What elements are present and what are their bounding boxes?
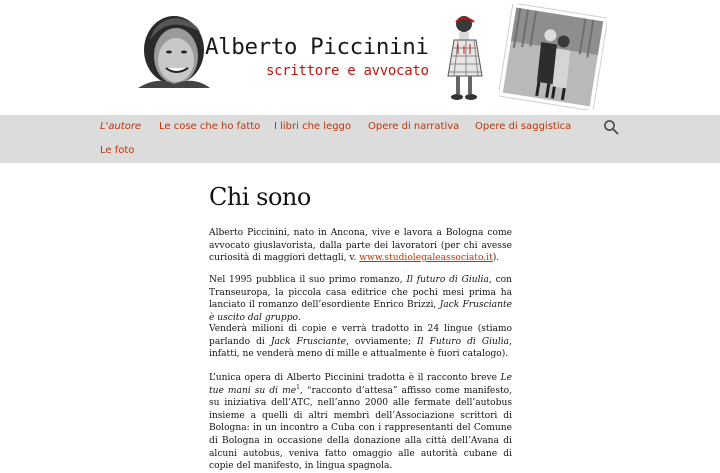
footnote-marker[interactable]: 1 [296,383,300,391]
book-title: Jack Frusciante [270,336,347,347]
studio-legale-link[interactable]: www.studiolegaleassociato.it [359,253,493,264]
bio-text: Venderà milioni di copie e verrà tradotto in 24 lingue (stiamo parlando di [209,324,512,347]
bio-paragraph-4 [209,372,512,473]
nav-item-narrativa[interactable]: Opere di narrativa [368,121,460,132]
bio-text: ). [492,253,500,264]
nav-item-libri[interactable]: I libri che leggo [274,121,352,132]
bio-text: Nel 1995 pubblica il suo primo romanzo, [209,275,407,285]
nav-item-foto[interactable]: Le foto [100,145,135,156]
main-navigation [0,115,720,163]
bio-paragraph-1 [209,227,512,265]
bio-text: Alberto Piccinini, nato in Ancona, vive e lavora a Bologna come avvocato giuslavorista, dalla parte dei lavoratori (per chi avesse curiosità di maggiori dettagli, v. [209,228,512,264]
child-drawing-image [442,14,490,102]
site-title[interactable]: Alberto Piccinini [205,34,429,60]
search-icon[interactable] [603,119,619,135]
book-title: Il Futuro di Giulia [417,336,510,347]
bio-text: , infatti, ne venderà meno di mille e attualmente è fuori catalogo). [209,336,513,360]
elderly-couple-photo [499,4,607,110]
book-title: Il futuro di Giulia, [406,275,492,285]
bio-text: con Transeuropa, la piccola casa editrice che pochi mesi prima ha lanciato il romanzo dell’esordiente Enrico Brizzi, [209,275,512,311]
author-portrait-image[interactable] [138,10,210,88]
nav-item-saggistica[interactable]: Opere di saggistica [475,121,572,132]
bio-text: , ovviamente; [346,336,418,347]
bio-text: , “racconto d’attesa” affisso come manifesto, su iniziativa dell’ATC, nell’anno 2000 alle fermate dell’autobus insieme a quelli di altri membri dell’Associazione scrittori di Bologna: in un incontro a Cuba con i rappresentanti del Comune di Bologna in occasione della donazione alla città dell’Avana di alcuni autobus, veniva fatto omaggio alle autorità cubane di copie del manifesto, in lingua spagnola. [209,385,513,472]
bio-paragraph-3 [209,323,512,361]
site-header [0,0,720,115]
page-title: Chi sono [209,183,311,211]
nav-item-cose-fatte[interactable]: Le cose che ho fatto [159,121,261,132]
nav-item-autore[interactable]: L'autore [100,121,142,132]
bio-text: . [298,312,301,323]
bio-paragraph-2 [209,274,512,324]
story-title: Le tue mani su di me [209,373,512,396]
bio-text: L’unica opera di Alberto Piccinini tradotta è il racconto breve [209,373,501,383]
book-title: Jack Frusciante è uscito dal gruppo [209,300,512,323]
site-description: scrittore e avvocato [266,63,429,79]
